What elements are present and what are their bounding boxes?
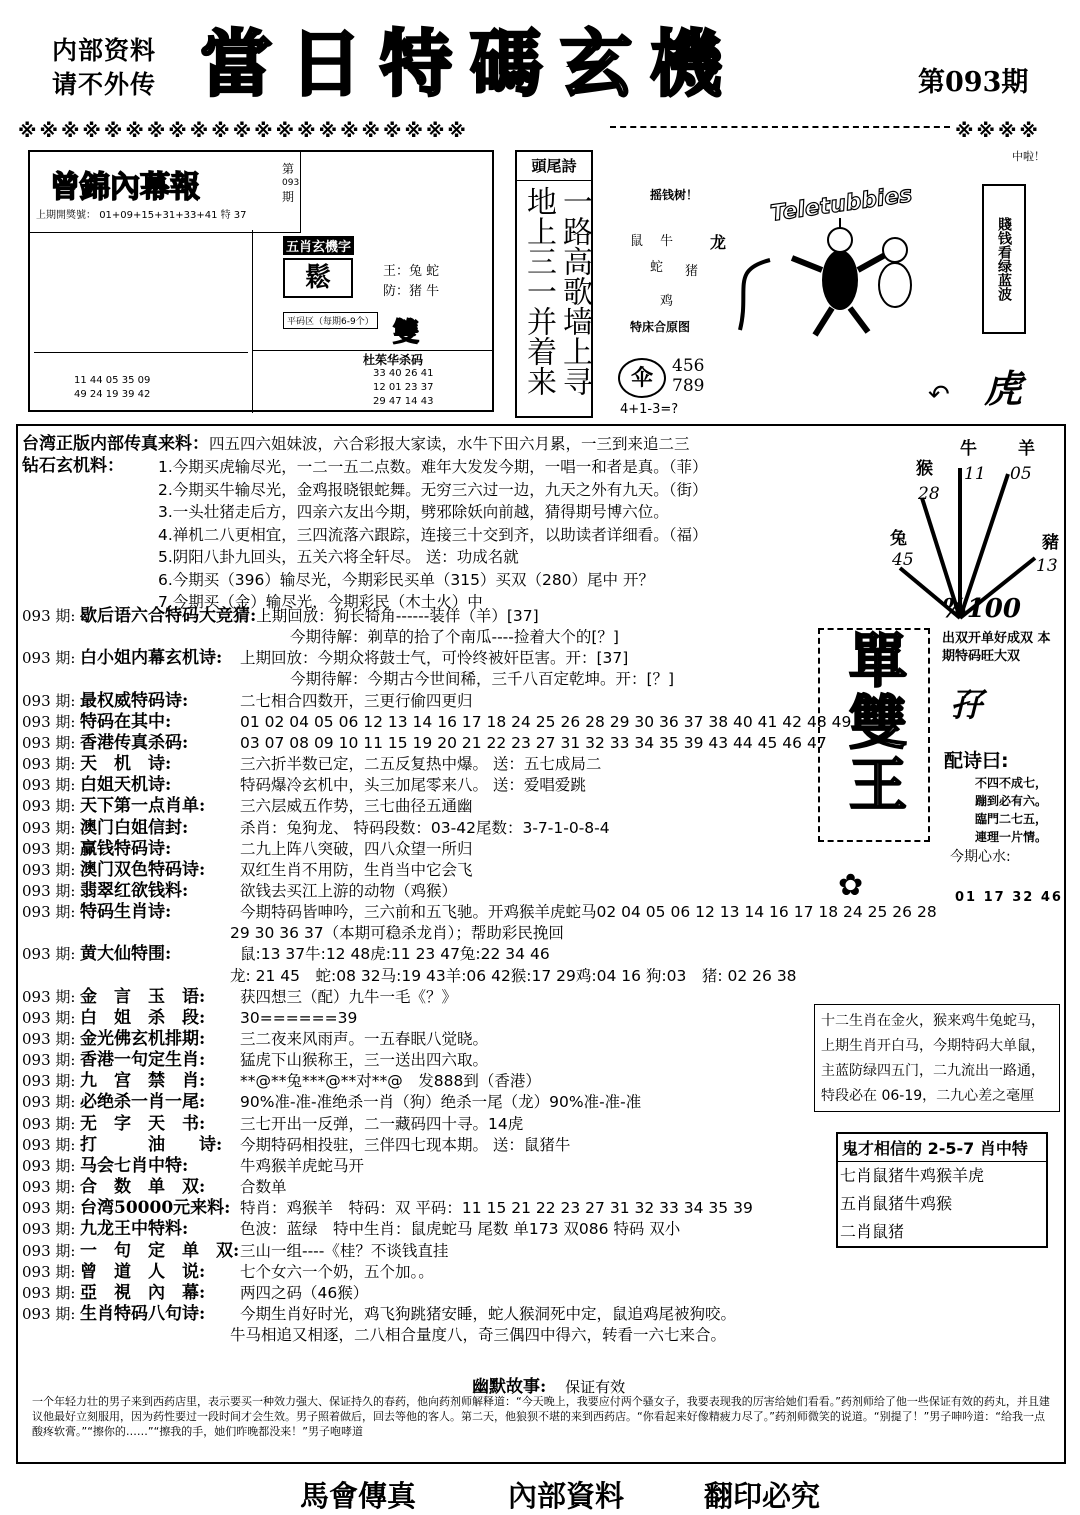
mini-paper-period-num: 093 [282,178,300,188]
footer-right: 翻印必究 [704,1479,821,1513]
single-double-poem [975,774,1047,846]
row-label: 九龙王中特料: [80,1219,189,1240]
mini-five-king: 王：兔 蛇 [383,264,440,279]
row-text: 90%准-准-准绝杀一肖（狗）绝杀一尾（龙）90%准-准-准 [240,1093,642,1112]
cartoon-numbers [672,356,704,396]
row-label: 特码在其中: [80,711,172,732]
list-item: 6.今期买（396）输尽光，今期彩民买单（315）买双（280）尾中 开？ [158,570,654,589]
table-row [22,1241,448,1261]
table-row [22,733,827,753]
poem-line: 蹦到必有六。 [975,794,1048,808]
row-period: 093 期: [22,1135,76,1154]
table-row [22,1114,523,1134]
row-period: 093 期: [22,1283,76,1302]
row-text: 03 07 08 09 10 11 15 19 20 21 22 23 27 31 32 33 34 35 39 43 44 45 46 47 [240,733,827,752]
row-text: 龙: 21 45 蛇:08 32马:19 43羊:06 42猴:17 29鸡:04 16 狗:03 猪: 02 26 38 [230,966,797,985]
mini-paper-last-numbers: 01+09+15+31+33+41 特 37 [99,210,247,221]
flower-icon: ✿ [838,868,864,903]
row-label: 合 数 单 双: [80,1177,206,1198]
fan-note: 出双开单好成双 本期特码旺大双 [942,631,1051,664]
row-text: 特肖：鸡猴羊 特码：双 平码：11 15 21 22 23 27 31 32 33 34 35 39 [240,1199,753,1218]
story-title: 保证有效 [565,1378,626,1396]
table-row [22,987,457,1007]
mini-bottom-panel [34,352,248,409]
row-label: 黄大仙特围: [80,944,172,965]
umbrella-icon: 伞 [618,358,666,398]
row-period: 093 期: [22,1199,76,1218]
row-label: 九 宫 禁 肖: [80,1071,206,1092]
table-row [22,648,628,668]
table-row [22,796,473,816]
row-label: 翡翠红欲钱料: [80,880,189,901]
row-label: 曾 道 人 说: [80,1261,206,1282]
row-label: 生肖特码八句诗: [80,1303,206,1324]
cartoon-right-top: 中啦！ [1012,150,1045,163]
table-row [22,1135,570,1155]
table-row [22,1092,641,1112]
row-label: 亞 視 內 幕: [80,1282,206,1303]
row-text: 杀肖：兔狗龙、 特码段数：03-42尾数：3-7-1-0-8-4 [240,818,610,837]
tree-sign: 猪 [685,264,699,279]
mini-kill-panel [252,350,493,413]
table-row [22,1325,726,1345]
list-item: 3.一头壮猪走后方，四亲六友出今期，劈邪除妖向前越，猜得期号博六位。 [158,503,669,521]
tiger-char: 虎 [984,366,1023,411]
single-double-chars: 單雙王 [839,630,907,816]
head-tail-poem [515,150,593,418]
table-row [22,1177,287,1197]
page-title-text: 當日特碼玄機 [200,21,741,106]
table-row [22,966,797,986]
table-row [22,1050,488,1070]
mini-paper-last-label: 上期開獎號： [36,210,96,221]
row-text: 01 02 04 05 06 12 13 14 16 17 18 24 25 26 28 29 30 36 37 38 40 41 42 48 49 [240,712,852,731]
row-period: 093 期: [22,1093,76,1112]
box-line: 十二生肖在金火，猴来鸡牛兔蛇马， [821,1013,1045,1029]
table-row [22,818,610,838]
table-row [22,902,937,922]
row-period: 093 期: [22,755,76,774]
row-text: 三二夜来风雨声。一五春眠八觉晓。 [240,1030,489,1048]
row-period: 093 期: [22,1030,76,1048]
fan-sign-num: 11 [964,464,986,484]
mini-paper-title: 曾錦內幕報 [50,170,200,205]
mini-five-guard: 防：猪 牛 [383,284,440,299]
row-label: 天下第一点肖单: [80,796,206,817]
row-period: 093 期: [22,1051,76,1070]
row-text: 猛虎下山猴称王，三一送出四六取。 [240,1051,489,1070]
row-label: 澳门白姐信封: [80,817,189,838]
fan-sign-num: 05 [1010,464,1032,484]
row-label: 一 句 定 单 双: [80,1240,240,1261]
table-row [22,1008,357,1028]
page-title [200,18,890,110]
table-row [22,606,539,626]
row-text: 今期特码相投驻，三伴四七现本期。 送：鼠猪牛 [240,1135,571,1154]
teletubbies-logo: Teletubbies [768,182,914,227]
table-row [22,1219,680,1239]
box-line: 特段必在 06-19，二九心差之毫厘 [821,1088,1035,1104]
row-text: 牛马相追又相逐，二八相合量度八，奇三偶四中得六，转看一六七来合。 [230,1326,727,1345]
row-label: 金光佛玄机排期: [80,1029,206,1049]
story-text: 一个年轻力壮的男子来到西药店里，表示要买一种效力强大、保证持久的春药，他向药剂师解释道：“今天晚上，我要应付两个骚女子，我要表现我的厉害给她们看看。”药剂师给了他一些保证有效的药丸，并且建议他最好立刻服用，因为药性要过一段时间才会生效。男子照着做后，回去等他的客人。第二天，他狼狈不堪的来到西药店。“你看起来好像精疲力尽了。”药剂师微笑的说道。“别提了！”男子呻吟道：“给我一点酸疼软膏。”“擦你的……”“擦我的手，她们昨晚都没来！”男子咆哮道 [32,1395,1050,1438]
row-period: 093 期: [22,1241,76,1260]
tree-sign: 鼠 [630,234,644,249]
row-text: 两四之码（46猴） [240,1283,369,1302]
mini-five-char: 鬆 [283,258,353,298]
row-period: 093 期: [22,1008,76,1027]
table-row [22,775,586,795]
fax-line [22,434,690,454]
mini-five-double: 雙 [393,318,420,348]
mini-paper-period-unit: 期 [282,190,295,204]
row-label: 台湾50000元来料: [80,1198,231,1219]
fan-sign-label: 猴 [916,459,933,479]
poem-line: 連理一片情。 [975,830,1048,844]
mini-paper-header [30,152,301,233]
head-tail-poem-left: 地上三一并着来 [521,186,556,396]
row-period: 093 期: [22,860,76,879]
row-text: **@**兔***@**对**@ 发888到（香港） [240,1072,541,1091]
header-note [52,34,156,102]
mini-kill-row: 29 47 14 43 [373,396,434,407]
cartoon-right-vertical: 賤钱看绿蓝波 [982,184,1026,334]
mini-kill-title: 杜茱华杀码 [363,353,424,367]
row-text: 欲钱去买江上游的动物（鸡猴） [240,881,458,900]
mini-bottom-row-2: 49 24 19 39 42 [74,389,151,400]
mini-five-panel [252,230,493,350]
poem-line: 不四不成七， [975,776,1048,790]
row-label: 天 机 诗: [80,754,172,775]
row-text: 获四想三（配）九牛一毛《？》 [240,987,458,1006]
row-text: 三六层威五作势，三七曲径五通幽 [240,797,473,816]
box-line: 上期生肖开白马，今期特码大单鼠， [821,1038,1045,1054]
seal-char: 孖 [950,686,983,724]
table-row [22,754,601,774]
header-note-line-2: 请不外传 [52,70,157,99]
fan-sign-label: 兔 [890,529,907,549]
mini-five-flat-label: 平码区（每期6-9个） [283,312,378,329]
table-row [22,669,674,689]
row-text: 29 30 36 37（本期可稳杀龙肖）；帮助彩民挽回 [230,924,564,943]
row-text: 今期待解：剃草的拾了个南瓜----捡着大个的[？] [290,628,619,647]
row-text: 七个女六一个奶，五个加。。 [240,1262,434,1281]
table-row [22,1262,434,1282]
row-text: 二七相合四数开，三更行偷四更归 [240,691,473,710]
fan-sign-label: 牛 [960,439,977,459]
fan-sign-num: 13 [1036,556,1058,576]
heart-label: 今期心水: [950,849,1011,865]
table-row [22,881,457,901]
mini-kill-row: 12 01 23 37 [373,382,434,393]
mini-bottom-row-1: 11 44 05 35 09 [74,375,151,386]
row-period: 093 期: [22,776,76,795]
mini-kill-row: 33 40 26 41 [373,368,434,379]
row-period: 093 期: [22,1262,76,1281]
fan-sign-num: 45 [892,550,914,570]
mini-five-title: 五肖玄機字 [283,236,354,255]
row-text: 色波：蓝绿 特中生肖：鼠虎蛇马 尾数 单173 双086 特码 双小 [240,1220,681,1239]
list-item: 1.今期买虎输尽光，一二一五二点数。难年大发发今期，一唱一和者是真。（菲） [158,458,708,476]
row-text: 二九上阵八突破，四八众望一所归 [240,839,473,858]
ghost-box-lines [838,1162,1046,1246]
footer-left: 馬會傳真 [300,1479,417,1513]
row-period: 093 期: [22,945,76,964]
table-row [22,1156,364,1176]
table-row [22,1198,753,1218]
row-period: 093 期: [22,818,76,837]
cartoon-num-1: 456 [672,356,705,376]
row-text: 鼠:13 37牛:12 48虎:11 23 47兔:22 34 46 [240,945,550,964]
fax-label: 台湾正版内部传真来料： [22,434,209,454]
table-row [22,1304,736,1324]
row-label: 白 姐 杀 段: [80,1007,206,1028]
row-label: 白小姐内幕玄机诗: [80,648,223,669]
diamond-label-line [22,456,124,476]
fan-sign-label: 豬 [1042,533,1059,553]
mini-paper-collage [28,150,494,412]
arrow-icon: ↶ [928,380,950,410]
list-item: 7.今期买（金）输尽光，今期彩民（木土火）中 [158,593,483,611]
box-line: 主蓝防绿四五门，二九流出一路通， [821,1063,1045,1079]
poem-label: 配诗曰: [944,750,1009,772]
row-period: 093 期: [22,1114,76,1133]
list-item: 5.阴阳八卦九回头，五关六将全轩尽。 送：功成名就 [158,548,519,566]
mini-kill-rows [373,367,433,409]
row-label: 香港一句定生肖: [80,1050,206,1071]
dashed-divider [610,126,950,128]
row-label: 必绝杀一肖一尾: [80,1092,206,1113]
ghost-box-title: 鬼才相信的 2-5-7 肖中特 [838,1134,1046,1162]
cartoon-area [610,140,1060,420]
row-text: 今期生肖好时光，鸡飞狗跳猪安睡，蛇人猴洞死中定，鼠追鸡尾被狗咬。 [240,1304,737,1323]
row-period: 093 期: [22,1220,76,1239]
table-row [22,839,473,859]
row-text: 合数单 [240,1178,287,1197]
tree-sign: 龙 [710,233,727,252]
row-text: 上期回放：狗长犄角------装佯（羊）[37] [256,607,539,625]
row-label: 无 字 天 书: [80,1113,206,1134]
ghost-box-line: 五肖鼠猪牛鸡猴 [840,1194,953,1213]
list-item: 4.禅机二八更相宜，三四流落六跟踪，连接三十交到齐，以助读者详细看。（福） [158,525,708,544]
row-label: 香港传真杀码: [80,732,189,753]
row-text: 特码爆冷玄机中，头三加尾零来八。 送：爱唱爱跳 [240,776,586,795]
mini-paper-period [282,162,298,204]
ghost-box [836,1132,1048,1248]
row-text: 30======39 [240,1008,358,1027]
zodiac-fan [860,428,1060,628]
fan-sign-label: 羊 [1018,439,1035,459]
cartoon-formula: 4+1-3=? [620,402,679,417]
cartoon-caption: 特床合原图 [630,320,691,334]
mini-paper-period-label: 第 [282,162,295,176]
header-note-line-1: 内部资料 [52,36,157,65]
ghost-box-line: 二肖鼠猪 [840,1222,905,1241]
row-period: 093 期: [22,839,76,858]
table-row [22,627,619,647]
heart-numbers: 01 17 32 46 [955,890,1063,905]
row-label: 金 言 玉 语: [80,986,206,1007]
fan-sign-num: 28 [918,484,940,504]
diamond-list [158,456,708,614]
row-text: 上期回放：今期众将鼓士气，可怜终被奸臣害。开：[37] [240,649,629,668]
row-text: 牛鸡猴羊虎蛇马开 [240,1156,365,1175]
row-text: 双红生肖不用防，生肖当中它会飞 [240,860,473,879]
row-label: 特码生肖诗: [80,902,172,923]
story-label: 幽默故事: [472,1377,547,1397]
row-label: 澳门双色特码诗: [80,859,206,880]
row-period: 093 期: [22,649,76,668]
row-text: 三六折半数已定，二五反复热中爆。 送：五七成局二 [240,755,602,774]
row-label: 打 油 诗: [80,1134,223,1155]
table-row [22,923,564,943]
row-label: 白姐天机诗: [80,775,172,796]
single-double-box [818,628,930,842]
row-label: 赢钱特码诗: [80,838,172,859]
row-period: 093 期: [22,733,76,752]
poem-line: 臨門二七五， [975,812,1048,826]
row-period: 093 期: [22,797,76,816]
list-item: 2.今期买牛输尽光，金鸡报晓银蛇舞。无穷三六过一边，九天之外有九天。（街） [158,480,708,499]
tree-sign: 蛇 [650,260,664,275]
row-text: 今期特码皆呻吟，三六前和五飞驰。开鸡猴羊虎蛇马02 04 05 06 12 13 14 16 17 18 24 25 26 28 [240,903,937,922]
row-label: 马会七肖中特: [80,1155,189,1176]
table-row [22,712,851,732]
table-row [22,1029,488,1049]
twelve-zodiac-box [814,1004,1060,1112]
table-row [22,691,473,711]
tree-sign: 鸡 [660,294,674,309]
row-text: 今期待解：今期古今世间稀，三千八百定乾坤。开：[？] [290,670,675,689]
row-text: 三七开出一反弹，二一藏码四十寻。14虎 [240,1114,524,1133]
head-tail-poem-title: 頭尾詩 [517,152,591,181]
issue-number: 第093期 [918,67,1029,98]
row-period: 093 期: [22,1304,76,1323]
table-row [22,860,473,880]
fax-text: 四五四六姐妹波，六合彩报大家读，水牛下田六月累，一三到来追二三 [209,435,690,453]
row-period: 093 期: [22,881,76,900]
star-divider-left: ※※※※※※※※※※※※※※※※※※※※※ [18,120,469,142]
row-period: 093 期: [22,1178,76,1197]
table-row [22,1283,368,1303]
row-text: 三山一组----《桂？不谈钱直挂 [240,1241,449,1260]
cartoon-small-figure [860,230,930,320]
head-tail-poem-right: 一路高歌墙上寻 [557,186,592,396]
star-divider-right: ※※※※ [955,120,1041,142]
table-row [22,1071,541,1091]
diamond-label: 钻石玄机料： [22,456,124,476]
row-label: 最权威特码诗: [80,690,189,711]
row-period: 093 期: [22,987,76,1006]
cartoon-num-2: 789 [672,376,705,396]
row-period: 093 期: [22,712,76,731]
footer-mid: 內部資料 [508,1479,625,1513]
row-period: 093 期: [22,691,76,710]
ghost-box-line: 七肖鼠猪牛鸡猴羊虎 [840,1166,985,1185]
row-period: 093 期: [22,1072,76,1091]
fan-percent: %100 [942,594,1021,624]
row-period: 093 期: [22,903,76,922]
row-period: 093 期: [22,607,76,625]
table-row [22,944,550,964]
row-label: 歇后语六合特码大竞猜: [80,606,257,626]
row-period: 093 期: [22,1156,76,1175]
mini-paper-last-result [36,206,247,221]
money-tree-label: 摇钱树！ [650,188,699,202]
tree-sign: 牛 [660,234,674,249]
